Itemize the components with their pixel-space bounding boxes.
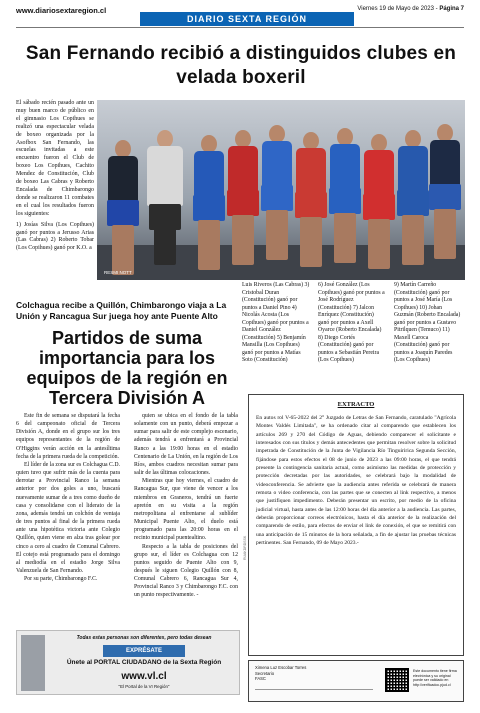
coach-figure: [145, 130, 185, 280]
legal-extract: [248, 394, 464, 656]
paragraph: El líder de la zona sur es Colchagua C.D. quien tuvo que sufrir más de la cuenta para derrotar a Provincial Ranco la semana anterior por dos goles a uno, buscará nuevamente sumar de a tres como dueño de casa y consolidarse con el liderato de la zona, además tendrá un colchón de ventaja de tres puntos al final de la primera rueda ante una hipotética victoria ante Colegio Quillón, quien viene en alza tras golear por cinco a cero al cuadro de Comunal Cabrero. El cotejo está programado para el domingo al mediodía en el estadio Jorge Silva Valenzuela de San Fernando.: [16, 461, 120, 574]
ad-brand: EXPRÉSATE: [103, 645, 185, 657]
photo-credit: RESMI NOTT: [104, 270, 132, 275]
issue-date: [357, 6, 464, 12]
article1-results-lead: 1) Josías Silva (Los Copihues) ganó por puntos a Jerusso Arias (Las Cabras) 2) Roberto Tobar (Los Copihues) ganó por K.O. a: [16, 221, 94, 252]
qr-code-icon[interactable]: [385, 668, 409, 692]
paragraph: Por su parte, Chimbarongo F.C.: [24, 576, 98, 583]
site-url[interactable]: www.diariosextaregion.cl: [16, 6, 107, 15]
signer-role: Secretario: [255, 670, 275, 676]
page-number: Página 7: [439, 6, 464, 12]
ad-tagline: Todas estas personas son diferentes, pero todas desean: [76, 635, 212, 641]
top-rule: [16, 27, 464, 28]
results-column-1: Luis Riveros (Las Cabras) 3) Cristobal Duran (Constitución) ganó por puntos a Daniel Pino 4) Nicolás Acosta (Los Copihues) ganó por puntos a Daniel González (Constitución) 5) Benjamín Mansilla (Los Copihues) ganó por puntos a Matías Soto (Constitución): [242, 282, 310, 363]
paragraph: Este fin de semana se disputará la fecha 6 del campeonato oficial de Tercera División A, donde en el grupo sur los tres equipos representantes de la región de O'Higgins verán acción en la antesíltima fecha de la primera rueda de la competición.: [16, 413, 120, 460]
ad-headline: Únete al PORTAL CIUDADANO de la Sexta Región: [66, 659, 222, 666]
article2-headline: Partidos de suma importancia para los equipos de la región en Tercera División A: [26, 328, 228, 408]
paragraph: Respecto a la tabla de posiciones del grupo sur, el líder es Colchagua con 12 puntos seguido de Puente Alto con 9, después le siguen Colegio Quillón con 8, Comunal Cabrero 6, Rancagua Sur 4, Provincial Ranco 3 y Chimbarongo F.C. con un punto respectivamente. -: [134, 543, 238, 599]
extract-title: EXTRACTO: [337, 401, 375, 408]
article1-intro: El sábado recién pasado ante un muy buen marco de público en el gimnasio Los Copihues se realizó una espectacular velada de boxeo organizada por la Asofbox San Fernando, las escuelas invitadas a este encuentro fueron el Club de boxeo Los Copihues, Cachito Mendez de Constitución, Club de boxeo Las Cabras y Roberto Encalada de Chimbarongo donde se realizaron 11 combates en el cual los resultados fueron los siguientes:: [16, 100, 94, 217]
signature-block: [248, 660, 464, 702]
masthead: DIARIO SEXTA REGIÓN: [140, 12, 354, 26]
verify-note: Este documento tiene firma electrónica y su original puede ser validado en http://verificadoc.pjud.cl: [413, 669, 457, 687]
article2-column-2: [134, 412, 238, 600]
ad-slogan: "El Portal de la VI Región": [118, 684, 170, 689]
article1-headline: San Fernando recibió a distinguidos clubes en velada boxeril: [25, 43, 457, 88]
paragraph: quien se ubica en el fondo de la tabla solamente con un punto, deberá empezar a sumar para salir de este complejo escenario, además tendrá a enfrentará a Provincial Ranco a las 19:00 horas en el estadio Centenario de La Unión, en la región de Los Ríos, ambos cuadros necesitan sumar para salir de las últimas colocaciones.: [134, 413, 238, 477]
article1-lead: [16, 100, 94, 253]
ad-people-image: [21, 635, 45, 691]
ad-url-link[interactable]: www.vl.cl: [121, 671, 167, 682]
boxers-photo: [97, 100, 465, 280]
results-column-3: 9) Martín Carreño (Constitución) ganó por puntos a José María (Los Copihues) 10) Johan Guzmán (Roberto Encalada) ganó por puntos a Gustavo Pitrilquen (Temuco) 11) Maxell Caroca (Constitución) ganó por puntos a Joaquín Paredes (Los Copihues): [394, 282, 461, 363]
signer-name: Ximena Luz Escobar Torres: [255, 665, 307, 670]
signer-info: [255, 665, 375, 682]
side-code: RUAKDRDSSK: [243, 535, 247, 560]
signature-line: [255, 689, 373, 690]
boxer-figure: [103, 140, 143, 280]
extract-body: En autos rol V-65-2022 del 2° Juzgado de Letras de San Fernando, caratulado "Agrícola Montes Valdés Limitada", se ha ordenado citar al comparendo que establecen los artículos 269 y 270 del Código de Aguas, debiendo comparecer el solicitante e interesados con sus títulos y demás antecedentes que permitan resolver sobre la solicitud impetrada de Constitución de la Junta de Vigilancia Río Tinguiririca Segunda Sección, fijándose para estos efectos el 08 de junio de 2023 a las 09:00 horas, el que tendrá presente la contingencia sanitaria actual, como asimismo las medidas de protección y protección decretadas por las autoridades, se celebrará bajo la modalidad de videoconferencia. Se advierte que la audiencia antes referida se celebrará de manera remota o video conferencia, con las partes que se conecten al link respectivo, a menos que justifiquen impedimento. Deberán presentar un escrito, por medio de la oficina judicial virtual, hasta antes de las 12:00 horas del día anterior a la audiencia. Las partes, deberán proporcionar correos electrónicos, hasta el día anterior de la realización del comparendo de estilo, para efectos de enviar el link de conexión, el que se remitirá con una anticipación de 15 minutos de la hora señalada, a fin de ajustar las pruebas técnicas pertinentes. San Fernando, 09 de Mayo 2023.-: [256, 415, 456, 547]
signer-extra: FASC: [255, 676, 266, 681]
paragraph: Mientras que hoy viernes, el cuadro de Rancagua Sur, que viene de vencer a los miembros en Graneros, tendrá un fuerte apretón en su visita a la región metropolitana al enfrentarse al sublíder Municipal Puente Alto, el duelo está programado para las 20:00 horas en el recinto municipal puentealtino.: [134, 478, 238, 542]
boxer-figure: [425, 124, 465, 280]
article2-kicker: Colchagua recibe a Quillón, Chimbarongo viaja a La Unión y Rancagua Sur juega hoy ante Puente Alto: [16, 300, 227, 321]
date-text: Viernes 19 de Mayo de 2023 -: [357, 6, 438, 12]
results-column-2: 6) José González (Los Copihues) ganó por puntos a José Rodríguez (Constitución) 7) Jalcon Enríquez (Constitución) ganó por puntos a Axell Oyarce (Roberto Encalada) 8) Diego Cortés (Constitución) ganó por puntos a Sebastián Pereira (Los Copihues): [318, 282, 385, 363]
article2-column-1: [16, 412, 120, 583]
portal-ad[interactable]: [16, 630, 240, 695]
